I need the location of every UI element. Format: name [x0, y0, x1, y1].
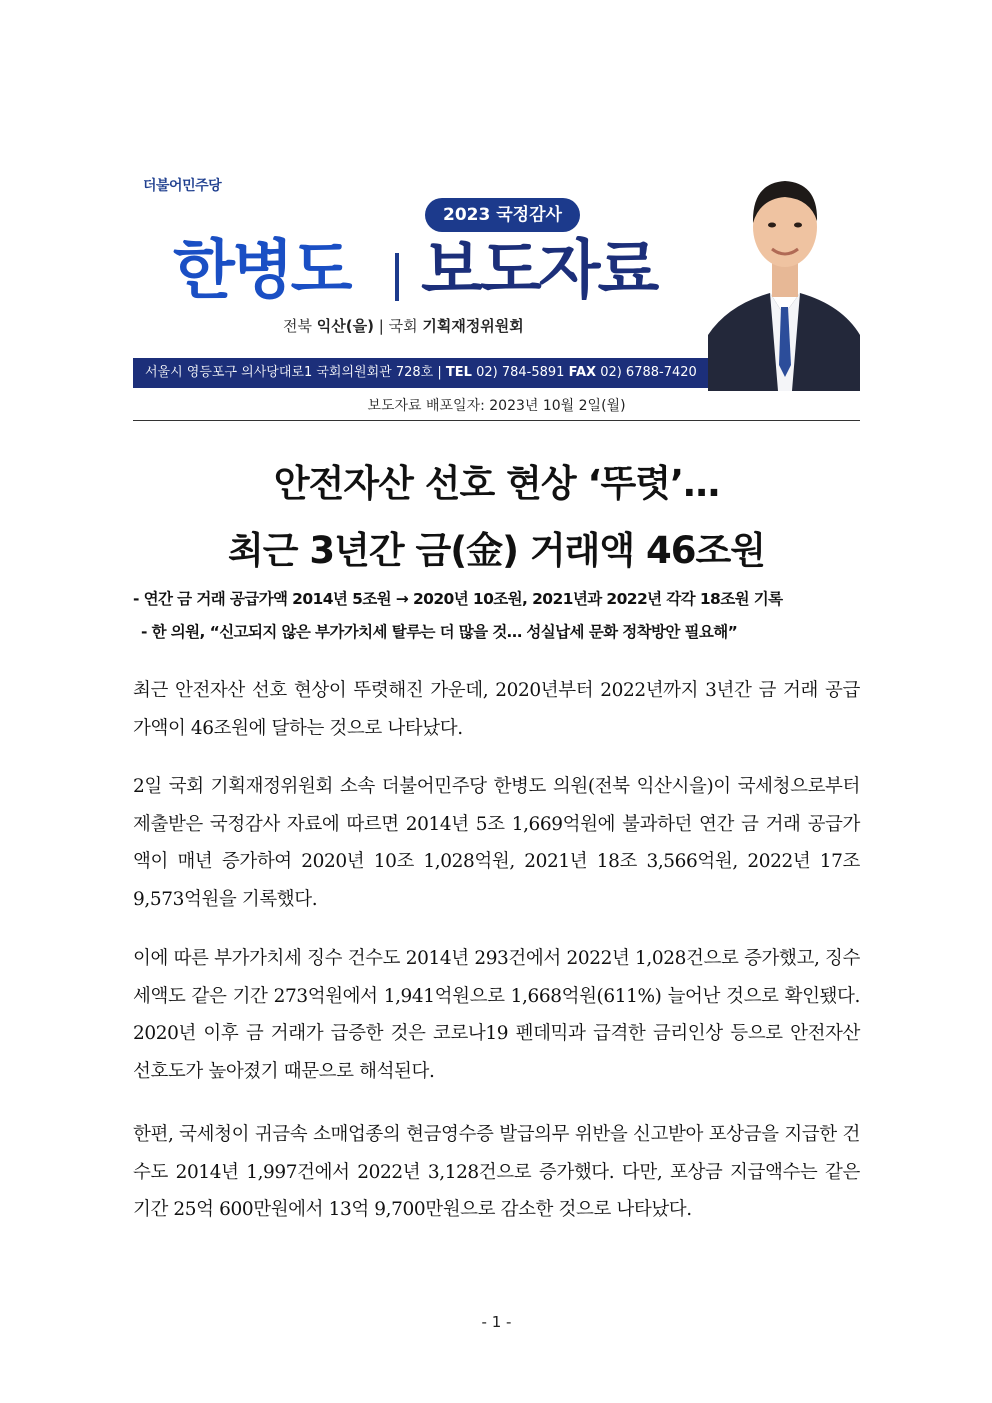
body-paragraph-4: 한편, 국세청이 귀금속 소매업종의 현금영수증 발급의무 위반을 신고받아 포상금을 지급한 건수도 2014년 1,997건에서 2022년 3,128건으로 증가했다. 다만, 포상금 지급액수는 같은 기간 25억 600만원에서 13억 9,700만원으로 감소한 것으로 나타났다.: [133, 1124, 860, 1220]
header-rule: [133, 420, 860, 421]
tel-label: TEL: [445, 365, 472, 380]
contact-divider: |: [437, 365, 442, 380]
committee-prefix: 국회: [388, 317, 418, 335]
subtitle-2: - 한 의원, “신고되지 않은 부가가치세 탈루는 더 많을 것… 성실납세 문화 정착방안 필요해”: [141, 623, 738, 641]
body-paragraph-3: 이에 따른 부가가치세 징수 건수도 2014년 293건에서 2022년 1,028건으로 증가했고, 징수세액도 같은 기간 273억원에서 1,941억원으로 1,668억원(611%) 늘어난 것으로 확인됐다. 2020년 이후 금 거래가 급증한 것은 코로나19 펜데믹과 급격한 금리인상 등으로 안전자산 선호도가 높아졌기 때문으로 해석된다.: [133, 948, 860, 1082]
page-number: - 1 -: [481, 1313, 512, 1331]
region-divider: |: [378, 317, 384, 335]
body-paragraph-2: 2일 국회 기획재정위원회 소속 더불어민주당 한병도 의원(전북 익산시을)이 국세청으로부터 제출받은 국정감사 자료에 따르면 2014년 5조 1,669억원에 불과하던 연간 금 거래 공급가액이 매년 증가하여 2020년 10조 1,028억원, 2021년 18조 3,566억원, 2022년 17조 9,573억원을 기록했다.: [133, 776, 860, 910]
subtitle-1: - 연간 금 거래 공급가액 2014년 5조원 → 2020년 10조원, 2021년과 2022년 각각 18조원 기록: [133, 590, 783, 608]
fax-number: 02) 6788-7420: [600, 365, 697, 380]
party-logo: 더불어민주당: [143, 178, 222, 194]
tel-number: 02) 784-5891: [476, 365, 565, 380]
office-address: 서울시 영등포구 의사당대로1 국회의원회관 728호: [145, 365, 434, 380]
region-district: 익산(을): [316, 317, 374, 335]
committee-name: 기획재정위원회: [422, 317, 524, 335]
release-date: 보도자료 배포일자: 2023년 10월 2일(월): [367, 398, 626, 414]
lawmaker-portrait: [708, 165, 860, 391]
region-prefix: 전북: [283, 317, 312, 335]
fax-label: FAX: [568, 365, 597, 380]
headline-line-2: 최근 3년간 금(金) 거래액 46조원: [228, 529, 765, 572]
document-type: 보도자료: [421, 234, 657, 308]
body-paragraph-1: 최근 안전자산 선호 현상이 뚜렷해진 가운데, 2020년부터 2022년까지 3년간 금 거래 공급가액이 46조원에 달하는 것으로 나타났다.: [133, 680, 860, 739]
press-release-banner: [133, 165, 860, 391]
audit-badge: 2023 국정감사: [425, 198, 580, 232]
headline-divider: [395, 253, 399, 301]
portrait-illustration: [708, 165, 860, 391]
district-and-committee: [283, 315, 524, 336]
headline-line-1: 안전자산 선호 현상 ‘뚜렷’…: [273, 462, 720, 505]
lawmaker-name: 한병도: [173, 234, 350, 308]
